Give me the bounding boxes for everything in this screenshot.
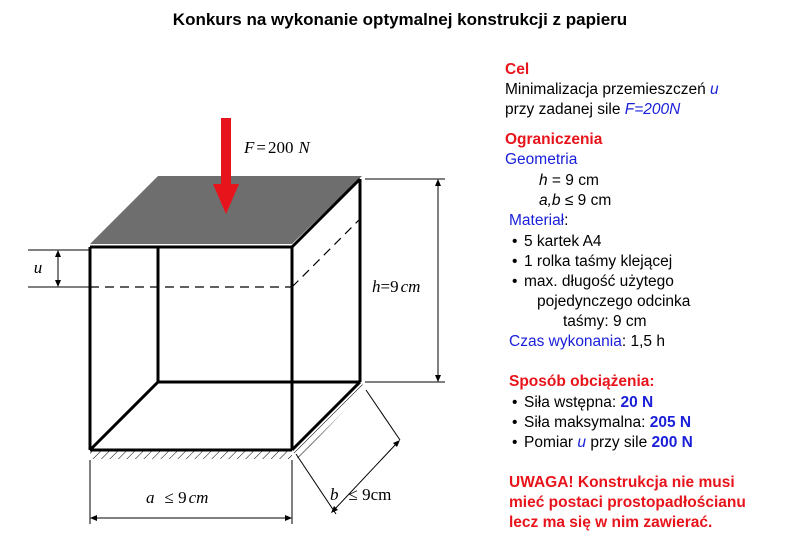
a-label: a ≤ 9 cm [146,488,209,507]
material-heading: Materiał: [509,212,569,229]
force-label: F = 200 N [244,138,310,157]
page-title: Konkurs na wykonanie optymalnej konstrukcji z papieru [172,10,628,29]
warning-line-3: lecz ma się w nim zawierać. [509,514,713,531]
goal-line-2: przy zadanej sile F=200N [505,101,681,118]
material-item-cont: taśmy: 9 cm [563,313,647,330]
time-limit: Czas wykonania: 1,5 h [509,333,665,350]
ground-hatching [90,382,366,459]
loading-item: • Siła maksymalna: 205 N [524,413,691,433]
goal-heading: Cel [505,61,530,78]
material-item-cont: pojedynczego odcinka [537,293,691,310]
u-label: u [33,258,43,277]
material-item: • 1 rolka taśmy klejącej [524,252,672,272]
warning-line-2: mieć postaci prostopadłościanu [509,494,746,511]
geometry-heading: Geometria [505,151,578,168]
h-label: h=9 cm [372,277,421,296]
b-label: b ≤ 9cm [330,485,392,504]
geometry-h: h = 9 cm [539,172,599,189]
geometry-ab: a,b ≤ 9 cm [539,192,612,209]
loading-heading: Sposób obciążenia: [509,373,655,390]
material-item: • max. długość użytego [524,272,674,292]
material-item: • 5 kartek A4 [524,232,602,252]
warning-line-1: UWAGA! Konstrukcja nie musi [509,474,735,491]
goal-line-1: Minimalizacja przemieszczeń u [505,81,719,98]
loading-item: • Pomiar u przy sile 200 N [524,433,693,453]
constraints-heading: Ograniczenia [505,131,603,148]
loading-item: • Siła wstępna: 20 N [524,393,653,413]
